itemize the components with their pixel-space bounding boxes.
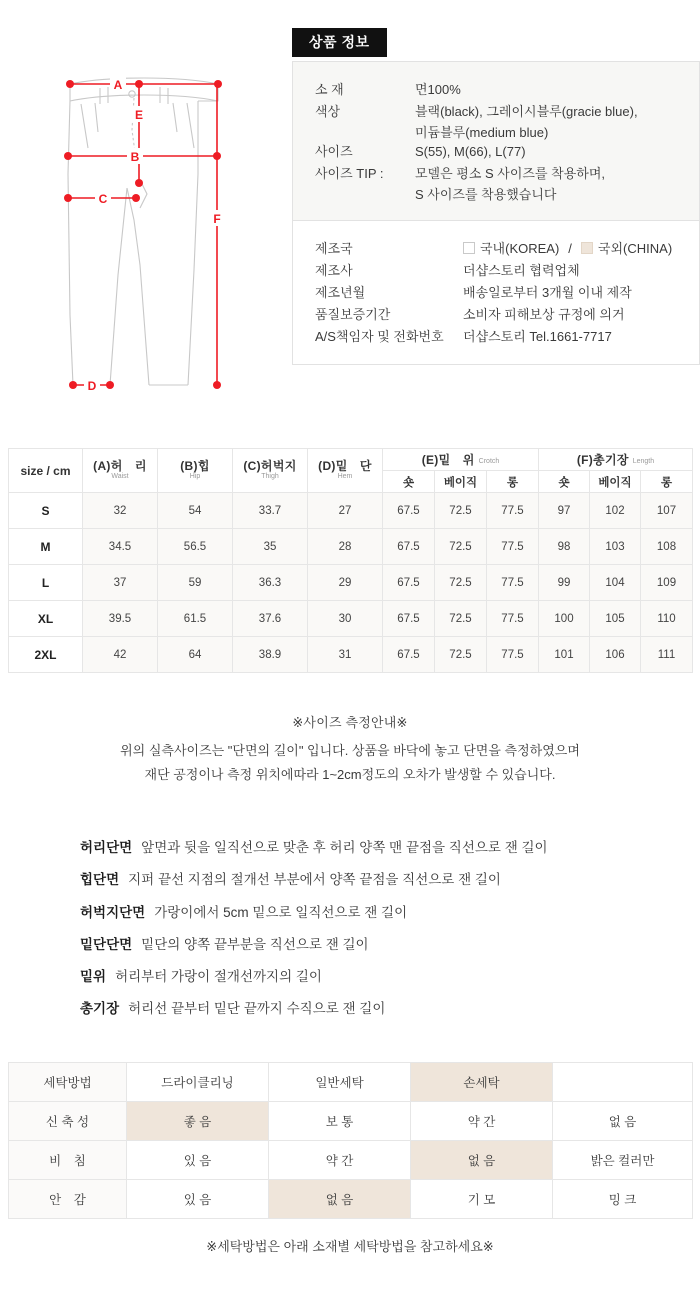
measure-label-e: E	[134, 108, 144, 122]
table-row	[9, 529, 693, 565]
cell-s-hem: 27	[308, 493, 383, 529]
korea-checkbox[interactable]	[463, 242, 475, 254]
definition-term: 허리단면	[80, 840, 133, 855]
cell-l-hem: 29	[308, 565, 383, 601]
info-label-size-tip: 사이즈 TIP :	[315, 166, 384, 182]
size-group-crotch-sub: Crotch	[478, 458, 500, 465]
size-subcol-length-short	[539, 471, 590, 493]
cell-xl-crotch-short: 67.5	[383, 601, 435, 637]
info-label-size: 사이즈	[315, 144, 353, 160]
cell-2xl-length-short: 101	[539, 637, 590, 673]
care-cell-wash-empty	[553, 1063, 693, 1102]
size-col-hip	[158, 449, 233, 493]
product-info-upper	[293, 62, 699, 220]
size-group-length-sub: Length	[632, 458, 655, 465]
info-value-size: S(55), M(66), L(77)	[415, 144, 526, 160]
measurement-definitions	[80, 838, 640, 1032]
product-info-badge: 상품 정보	[292, 28, 387, 57]
info-label-as-contact: A/S책임자 및 전화번호	[315, 329, 444, 345]
care-table-body	[9, 1063, 693, 1219]
cell-s-length-short: 97	[539, 493, 590, 529]
cell-2xl-thigh: 38.9	[233, 637, 308, 673]
cell-s-crotch-short: 67.5	[383, 493, 435, 529]
definition-term: 밑위	[80, 969, 107, 984]
cell-s-length-basic: 102	[590, 493, 641, 529]
cell-m-hip: 56.5	[158, 529, 233, 565]
measure-label-c: C	[98, 192, 108, 206]
cell-m-length-long: 108	[641, 529, 693, 565]
size-group-crotch	[383, 449, 539, 471]
cell-s-hip: 54	[158, 493, 233, 529]
info-value-material: 면100%	[415, 82, 461, 97]
definition-desc: 지퍼 끝선 지점의 절개선 부분에서 양쪽 끝점을 직선으로 잰 길이	[128, 872, 501, 888]
cell-l-hip: 59	[158, 565, 233, 601]
info-value-size-tip: 모델은 평소 S 사이즈를 착용하며,	[415, 166, 605, 182]
cell-m-hem: 28	[308, 529, 383, 565]
care-row-label-transparency: 비 침	[9, 1141, 127, 1180]
cell-xl-hem: 30	[308, 601, 383, 637]
care-cell-elasticity-normal: 보 통	[269, 1102, 411, 1141]
info-row-size-tip	[293, 163, 699, 184]
subcol-label: 숏	[402, 476, 415, 489]
cell-m-crotch-long: 77.5	[487, 529, 539, 565]
table-row	[9, 1141, 693, 1180]
corner-label: size / cm	[20, 463, 71, 478]
table-row	[9, 493, 693, 529]
measurement-guide-title: ※사이즈 측정안내※	[292, 715, 408, 730]
care-cell-transparency-slight: 약 간	[269, 1141, 411, 1180]
cell-l-thigh: 36.3	[233, 565, 308, 601]
care-row-label-wash-method: 세탁방법	[9, 1063, 127, 1102]
size-row-label-s: S	[9, 493, 83, 529]
measurement-guide-line2: 재단 공정이나 측정 위치에따라 1~2cm정도의 오차가 발생할 수 있습니다.	[144, 767, 556, 783]
cell-m-length-short: 98	[539, 529, 590, 565]
care-row-label-lining: 안 감	[9, 1180, 127, 1219]
info-value-as-contact: 더샵스토리 Tel.1661-7717	[463, 329, 612, 345]
info-value-color: 블랙(black), 그레이시블루(gracie blue),	[415, 104, 638, 120]
measure-label-d: D	[87, 379, 97, 393]
cell-xl-crotch-long: 77.5	[487, 601, 539, 637]
info-spacer	[293, 122, 415, 141]
care-cell-lining-yes: 있 음	[127, 1180, 269, 1219]
care-cell-transparency-none: 없 음	[411, 1141, 553, 1180]
cell-xl-length-basic: 105	[590, 601, 641, 637]
cell-2xl-crotch-long: 77.5	[487, 637, 539, 673]
info-label-manufacturer: 제조사	[315, 263, 353, 279]
size-chart-header-row-1	[9, 449, 693, 471]
subcol-label: 베이직	[443, 476, 478, 489]
cell-l-crotch-long: 77.5	[487, 565, 539, 601]
cell-xl-thigh: 37.6	[233, 601, 308, 637]
care-cell-dry-cleaning: 드라이클리닝	[127, 1063, 269, 1102]
subcol-label: 롱	[506, 476, 519, 489]
cell-m-crotch-basic: 72.5	[435, 529, 487, 565]
size-col-waist-main: (A)허 리	[93, 458, 147, 473]
cell-2xl-length-basic: 106	[590, 637, 641, 673]
size-chart-section	[8, 448, 692, 673]
definition-total-length	[80, 999, 640, 1019]
china-checkbox[interactable]	[581, 242, 593, 254]
care-cell-hand-wash: 손세탁	[411, 1063, 553, 1102]
info-row-as-contact	[293, 326, 699, 347]
table-row	[9, 565, 693, 601]
cell-s-length-long: 107	[641, 493, 693, 529]
cell-2xl-hip: 64	[158, 637, 233, 673]
size-col-thigh-sub: Thigh	[261, 473, 279, 481]
care-cell-elasticity-slight: 약 간	[411, 1102, 553, 1141]
subcol-label: 숏	[558, 476, 570, 489]
size-chart-table	[8, 448, 693, 673]
size-group-crotch-main: (E)밑 위	[421, 453, 475, 467]
definition-term: 총기장	[80, 1001, 120, 1017]
size-chart-body	[9, 493, 693, 673]
origin-separator: /	[568, 241, 572, 257]
cell-l-length-short: 99	[539, 565, 590, 601]
top-section	[0, 0, 700, 440]
definition-thigh	[80, 903, 640, 923]
definition-hip	[80, 870, 640, 890]
cell-l-length-basic: 104	[590, 565, 641, 601]
info-row-manufacture-date	[293, 282, 699, 303]
size-col-hem-main: (D)밑 단	[318, 458, 372, 473]
care-instructions-note: ※세탁방법은 아래 소재별 세탁방법을 참고하세요※	[206, 1239, 494, 1254]
info-row-size	[293, 141, 699, 162]
cell-2xl-crotch-basic: 72.5	[435, 637, 487, 673]
cell-2xl-waist: 42	[83, 637, 158, 673]
china-label: 국외(CHINA)	[597, 241, 673, 257]
cell-l-waist: 37	[83, 565, 158, 601]
size-chart-head	[9, 449, 693, 493]
definition-desc: 허리부터 가랑이 절개선까지의 길이	[115, 969, 322, 984]
cell-m-length-basic: 103	[590, 529, 641, 565]
care-instructions-section	[8, 1062, 692, 1219]
info-row-color	[293, 101, 699, 122]
definition-term: 힙단면	[80, 872, 120, 888]
korea-label: 국내(KOREA)	[480, 241, 560, 257]
size-col-hem-sub: Hem	[337, 473, 353, 481]
cell-xl-waist: 39.5	[83, 601, 158, 637]
size-col-waist	[83, 449, 158, 493]
size-row-label-xl: XL	[9, 601, 83, 637]
cell-s-waist: 32	[83, 493, 158, 529]
table-row	[9, 1180, 693, 1219]
cell-s-crotch-basic: 72.5	[435, 493, 487, 529]
size-subcol-crotch-long	[487, 471, 539, 493]
measure-label-a: A	[113, 78, 123, 92]
cell-l-crotch-basic: 72.5	[435, 565, 487, 601]
size-row-label-m: M	[9, 529, 83, 565]
size-col-thigh	[233, 449, 308, 493]
size-row-label-2xl: 2XL	[9, 637, 83, 673]
info-label-color: 색상	[315, 104, 341, 120]
table-row	[9, 1102, 693, 1141]
table-row	[9, 637, 693, 673]
size-col-thigh-main: (C)허벅지	[243, 458, 297, 473]
size-subcol-length-basic	[590, 471, 641, 493]
size-chart-corner	[9, 449, 83, 493]
info-value-warranty: 소비자 피해보상 규정에 의거	[463, 307, 625, 323]
info-value-color-line2: 미듐블루(medium blue)	[415, 125, 549, 141]
definition-term: 밑단단면	[80, 936, 133, 952]
subcol-label: 베이직	[598, 476, 632, 489]
cell-xl-crotch-basic: 72.5	[435, 601, 487, 637]
info-spacer	[293, 184, 415, 203]
definition-waist	[80, 838, 640, 858]
cell-s-crotch-long: 77.5	[487, 493, 539, 529]
product-info-lower	[293, 220, 699, 364]
definition-hem	[80, 935, 640, 955]
care-instructions-table	[8, 1062, 693, 1219]
definition-desc: 앞면과 뒷을 일직선으로 맞춘 후 허리 양쪽 맨 끝점을 직선으로 잰 길이	[141, 840, 548, 855]
info-label-warranty: 품질보증기간	[315, 307, 391, 323]
info-value-origin	[463, 238, 672, 259]
info-row-color-cont	[293, 122, 699, 141]
info-value-manufacturer: 더샵스토리 협력업체	[463, 263, 580, 279]
info-label-material: 소 재	[315, 82, 344, 97]
cell-xl-length-short: 100	[539, 601, 590, 637]
cell-m-thigh: 35	[233, 529, 308, 565]
care-cell-elasticity-good: 좋 음	[127, 1102, 269, 1141]
info-label-manufacture-date: 제조년월	[315, 285, 366, 301]
cell-m-waist: 34.5	[83, 529, 158, 565]
measurement-guide-line1: 위의 실측사이즈는 "단면의 길이" 입니다. 상품을 바닥에 놓고 단면을 측정하였으며	[120, 743, 580, 758]
definition-desc: 허리선 끝부터 밑단 끝까지 수직으로 잰 길이	[128, 1001, 386, 1017]
care-cell-lining-fleece: 기 모	[411, 1180, 553, 1219]
measure-label-b: B	[130, 150, 140, 164]
size-col-hip-main: (B)힙	[180, 458, 210, 473]
size-col-hip-sub: Hip	[189, 473, 201, 481]
size-subcol-length-long	[641, 471, 693, 493]
care-cell-transparency-yes: 있 음	[127, 1141, 269, 1180]
cell-2xl-hem: 31	[308, 637, 383, 673]
table-row	[9, 601, 693, 637]
measure-label-f: F	[213, 212, 221, 226]
subcol-label: 롱	[660, 476, 673, 489]
size-group-length	[539, 449, 693, 471]
size-subcol-crotch-short	[383, 471, 435, 493]
size-col-hem	[308, 449, 383, 493]
definition-desc: 밑단의 양쪽 끝부분을 직선으로 잰 길이	[141, 936, 369, 952]
size-subcol-crotch-basic	[435, 471, 487, 493]
care-cell-transparency-light-colors: 밝은 컬러만	[553, 1141, 693, 1180]
definition-desc: 가랑이에서 5cm 밑으로 일직선으로 잰 길이	[154, 904, 408, 920]
care-cell-lining-none: 없 음	[269, 1180, 411, 1219]
cell-l-length-long: 109	[641, 565, 693, 601]
info-row-origin	[293, 238, 699, 259]
cell-m-crotch-short: 67.5	[383, 529, 435, 565]
definition-term: 허벅지단면	[80, 904, 146, 920]
care-cell-lining-mink: 밍 크	[553, 1180, 693, 1219]
cell-xl-length-long: 110	[641, 601, 693, 637]
care-row-label-elasticity: 신 축 성	[9, 1102, 127, 1141]
measurement-guide	[0, 712, 700, 785]
cell-s-thigh: 33.7	[233, 493, 308, 529]
info-row-material	[293, 79, 699, 100]
cell-l-crotch-short: 67.5	[383, 565, 435, 601]
size-col-waist-sub: Waist	[111, 473, 129, 481]
info-label-origin: 제조국	[315, 241, 353, 257]
size-group-length-main: (F)총기장	[576, 453, 629, 467]
cell-2xl-crotch-short: 67.5	[383, 637, 435, 673]
info-row-warranty	[293, 304, 699, 325]
info-row-size-tip-cont	[293, 184, 699, 203]
definition-rise	[80, 967, 640, 987]
cell-2xl-length-long: 111	[641, 637, 693, 673]
care-cell-normal-wash: 일반세탁	[269, 1063, 411, 1102]
size-row-label-l: L	[9, 565, 83, 601]
info-row-manufacturer	[293, 260, 699, 281]
product-info-box	[292, 61, 700, 365]
cell-xl-hip: 61.5	[158, 601, 233, 637]
care-cell-elasticity-none: 없 음	[553, 1102, 693, 1141]
info-value-size-tip-line2: S 사이즈를 착용했습니다	[415, 187, 557, 203]
info-value-manufacture-date: 배송일로부터 3개월 이내 제작	[463, 285, 632, 301]
product-info-panel	[292, 28, 700, 365]
table-row	[9, 1063, 693, 1102]
pants-measurement-diagram	[48, 70, 288, 415]
